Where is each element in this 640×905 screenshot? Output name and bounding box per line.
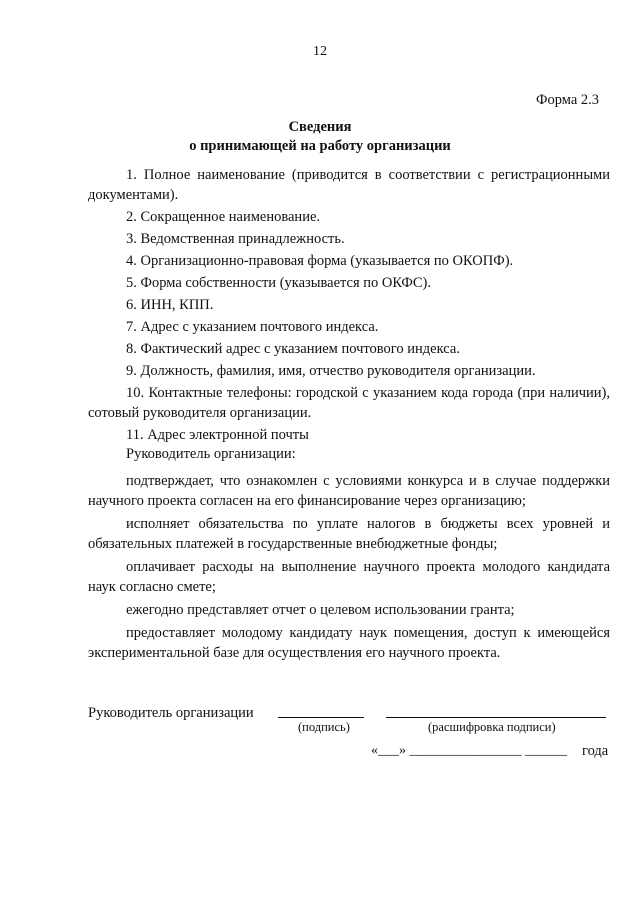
list-item: 1. Полное наименование (приводится в соответствии с регистрационными документами). [88,167,610,203]
list-item: 11. Адрес электронной почты [126,427,309,443]
signature-line [278,717,364,718]
list-item: 10. Контактные телефоны: городской с указанием кода города (при наличии), сотовый руководителя организации. [88,385,610,421]
signature-caption: (подпись) [298,720,350,734]
title-line-1: Сведения [288,119,352,135]
responsibilities-block [88,444,610,666]
list-item: 5. Форма собственности (указывается по ОКФС). [126,275,431,291]
list-item: 7. Адрес с указанием почтового индекса. [126,319,379,335]
title-line-2: о принимающей на работу организации [189,138,451,154]
list-item: 3. Ведомственная принадлежность. [126,231,345,247]
year-word: года [582,743,609,759]
responsibility-item: предоставляет молодому кандидату наук помещения, доступ к имеющейся экспериментальной базе для осуществления его научного проекта. [88,625,610,661]
list-item: 8. Фактический адрес с указанием почтового индекса. [126,341,460,357]
list-item: 4. Организационно-правовая форма (указывается по ОКОПФ). [126,253,514,269]
responsibility-item: подтверждает, что ознакомлен с условиями конкурса и в случае поддержки научного проекта согласен на его финансирование через организацию; [88,473,610,509]
list-item: 2. Сокращенное наименование. [126,209,321,225]
signature-label: Руководитель организации [88,705,254,721]
page-number: 12 [313,44,327,59]
list-item: 6. ИНН, КПП. [126,297,214,313]
responsibility-item: исполняет обязательства по уплате налогов в бюджеты всех уровней и обязательных платежей в государственные внебюджетные фонды; [88,516,610,552]
responsibility-item: ежегодно представляет отчет о целевом использовании гранта; [126,602,515,618]
document-title [0,118,640,156]
responsibility-item: оплачивает расходы на выполнение научного проекта молодого кандидата наук согласно смете; [88,559,610,595]
form-label: Форма 2.3 [536,92,599,108]
signature-decode-caption: (расшифровка подписи) [428,720,556,734]
date-field: «___» ________________ ______ [371,743,567,758]
signature-decode-line [386,717,606,718]
responsibilities-heading: Руководитель организации: [126,446,296,462]
info-list [88,165,610,447]
list-item: 9. Должность, фамилия, имя, отчество руководителя организации. [126,363,536,379]
